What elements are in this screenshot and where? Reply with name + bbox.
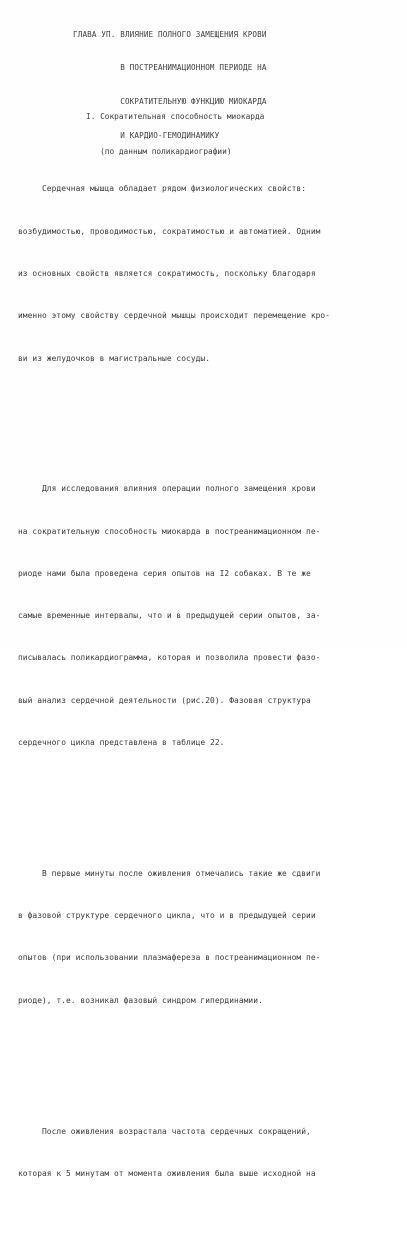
paragraph — [18, 1096, 390, 1209]
section-heading-line: I. Сократительная способность миокарда — [86, 112, 265, 121]
paragraph — [18, 154, 390, 394]
section-heading-line: (по данным поликардиографии) — [86, 146, 232, 156]
text-line: сердечного цикла представлена в таблице 22. — [18, 738, 225, 748]
text-line: самые временные интервалы, что и в предыдущей серии опытов, за- — [18, 611, 321, 621]
text-line: опытов (при использовании плазмафереза в постреанимационном пе- — [18, 953, 321, 963]
text-line: писывалась поликардиограмма, которая и позволила провести фазо- — [18, 653, 321, 663]
chapter-heading-line: И КАРДИО-ГЕМОДИНАМИКУ — [73, 131, 220, 141]
text-line: в фазовой структуре сердечного цикла, что и в предыдущей серии — [18, 911, 316, 921]
paragraph — [18, 839, 390, 1036]
text-line: В первые минуты после оживления отмечались такие же сдвиги — [18, 868, 321, 878]
text-line: После оживления возрастала частота сердечных сокращений, — [18, 1126, 311, 1136]
text-line: из основных свойств является сократимость, поскольку благодаря — [18, 268, 316, 278]
text-line: риоде нами была проведена серия опытов на I2 собаках. В те же — [18, 568, 311, 578]
chapter-heading-line: ГЛАВА УП. ВЛИЯНИЕ ПОЛНОГО ЗАМЕЩЕНИЯ КРОВИ — [73, 29, 267, 39]
text-line: вый анализ сердечной деятельности (рис.20). Фазовая структура — [18, 695, 311, 705]
text-line: возбудимостью, проводимостью, сократимостью и автоматией. Одним — [18, 226, 321, 236]
body-text — [18, 126, 390, 1237]
text-line: Для исследования влияния операции полного замещения крови — [18, 484, 316, 494]
text-line: именно этому свойству сердечной мышцы происходит перемещение кро- — [18, 311, 331, 321]
text-line: которая к 5 минутам от момента оживления была выше исходной на — [18, 1168, 316, 1178]
chapter-heading-line: СОКРАТИТЕЛЬНУЮ ФУНКЦИЮ МИОКАРДА — [73, 97, 267, 107]
paragraph — [18, 454, 390, 778]
chapter-heading-line: В ПОСТРЕАНИМАЦИОННОМ ПЕРИОДЕ НА — [73, 63, 267, 73]
text-line: ви из желудочков в магистральные сосуды. — [18, 353, 211, 363]
text-line: риоде), т.е. возникал фазовый синдром гипердинамии. — [18, 995, 263, 1005]
text-line: Сердечная мышца обладает рядом физиологических свойств: — [18, 184, 307, 194]
text-line: на сократительную способность миокарда в постреанимационном пе- — [18, 526, 321, 536]
